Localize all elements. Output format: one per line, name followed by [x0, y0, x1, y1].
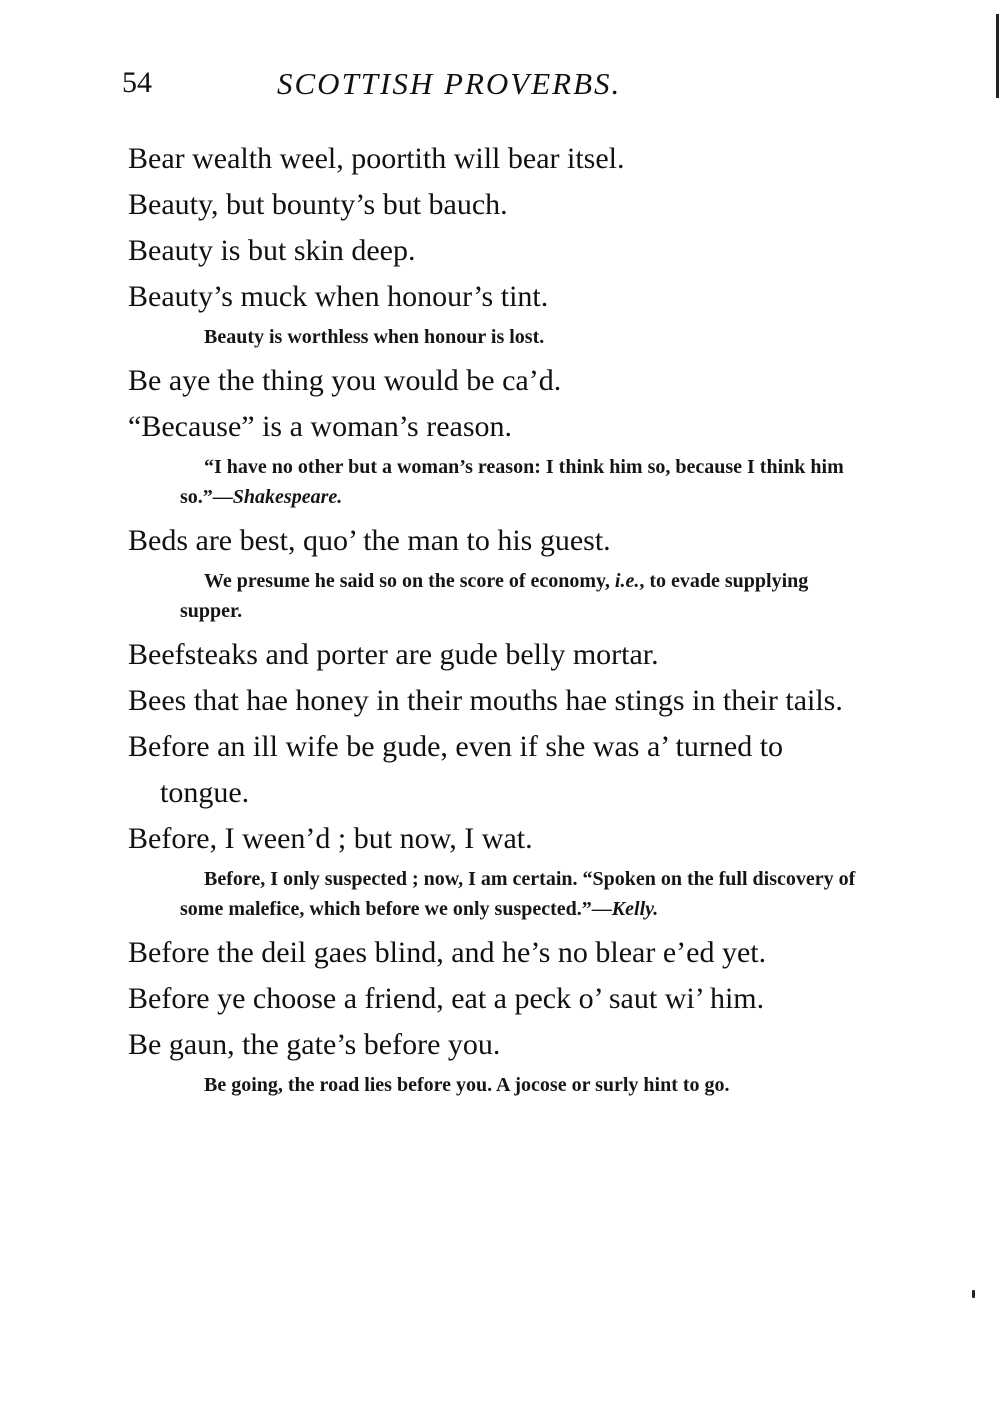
proverb-text: Beauty, but bounty’s but bauch. — [128, 188, 508, 221]
proverb-entry — [128, 274, 868, 352]
proverb-text: “Because” is a woman’s reason. — [128, 410, 513, 443]
proverb-text: Be aye the thing you would be ca’d. — [128, 364, 562, 397]
note-abbreviation: i.e. — [614, 570, 640, 592]
proverb-text: Before an ill wife be gude, even if she was a’ turned to tongue. — [128, 730, 784, 809]
proverb-text: Bear wealth weel, poortith will bear itsel. — [128, 142, 625, 175]
proverb-text: Bees that hae honey in their mouths hae stings in their tails. — [128, 684, 843, 717]
note-text: Before, I only suspected ; now, I am certain. “Spoken on the full discovery of some malefice, which before we only suspected.”— — [180, 868, 856, 920]
proverb-entry — [128, 1022, 868, 1100]
proverb-text: Before the deil gaes blind, and he’s no blear e’ed yet. — [128, 936, 767, 969]
proverb-entry — [128, 976, 868, 1022]
proverb-text: Beauty’s muck when honour’s tint. — [128, 280, 549, 313]
proverb-text: Before ye choose a friend, eat a peck o’ saut wi’ him. — [128, 982, 765, 1015]
note-citation: Kelly. — [611, 898, 659, 920]
running-title: SCOTTISH PROVERBS. — [277, 66, 622, 101]
proverb-text: Before, I ween’d ; but now, I wat. — [128, 822, 533, 855]
proverb-entry — [128, 678, 868, 724]
proverb-text: Beds are best, quo’ the man to his guest. — [128, 524, 611, 557]
proverb-text: Beefsteaks and porter are gude belly mortar. — [128, 638, 659, 671]
proverb-list — [128, 136, 868, 1106]
proverb-text: Be gaun, the gate’s before you. — [128, 1028, 501, 1061]
proverb-entry — [128, 228, 868, 274]
page-edge-mark — [996, 14, 999, 98]
proverb-entry — [128, 632, 868, 678]
proverb-entry — [128, 930, 868, 976]
proverb-entry — [128, 724, 868, 816]
ink-speck — [972, 1290, 975, 1298]
note-text: “I have no other but a woman’s reason: I think him so, because I think him so.”— — [180, 456, 844, 508]
note-text: We presume he said so on the score of economy, — [204, 570, 615, 592]
proverb-entry — [128, 816, 868, 924]
note-citation: Shakespeare. — [232, 486, 343, 508]
proverb-entry — [128, 404, 868, 512]
proverb-note: Be going, the road lies before you. A jocose or surly hint to go. — [204, 1074, 730, 1096]
note-text: , to evade supplying supper. — [180, 570, 809, 622]
proverb-entry — [128, 358, 868, 404]
page-number: 54 — [122, 66, 152, 99]
proverb-entry — [128, 518, 868, 626]
proverb-entry — [128, 136, 868, 182]
proverb-note: Beauty is worthless when honour is lost. — [204, 326, 545, 348]
proverb-note — [180, 566, 868, 626]
proverb-text: Beauty is but skin deep. — [128, 234, 416, 267]
proverb-note — [180, 452, 868, 512]
proverb-note — [180, 864, 868, 924]
page-header — [122, 66, 962, 116]
proverb-entry — [128, 182, 868, 228]
